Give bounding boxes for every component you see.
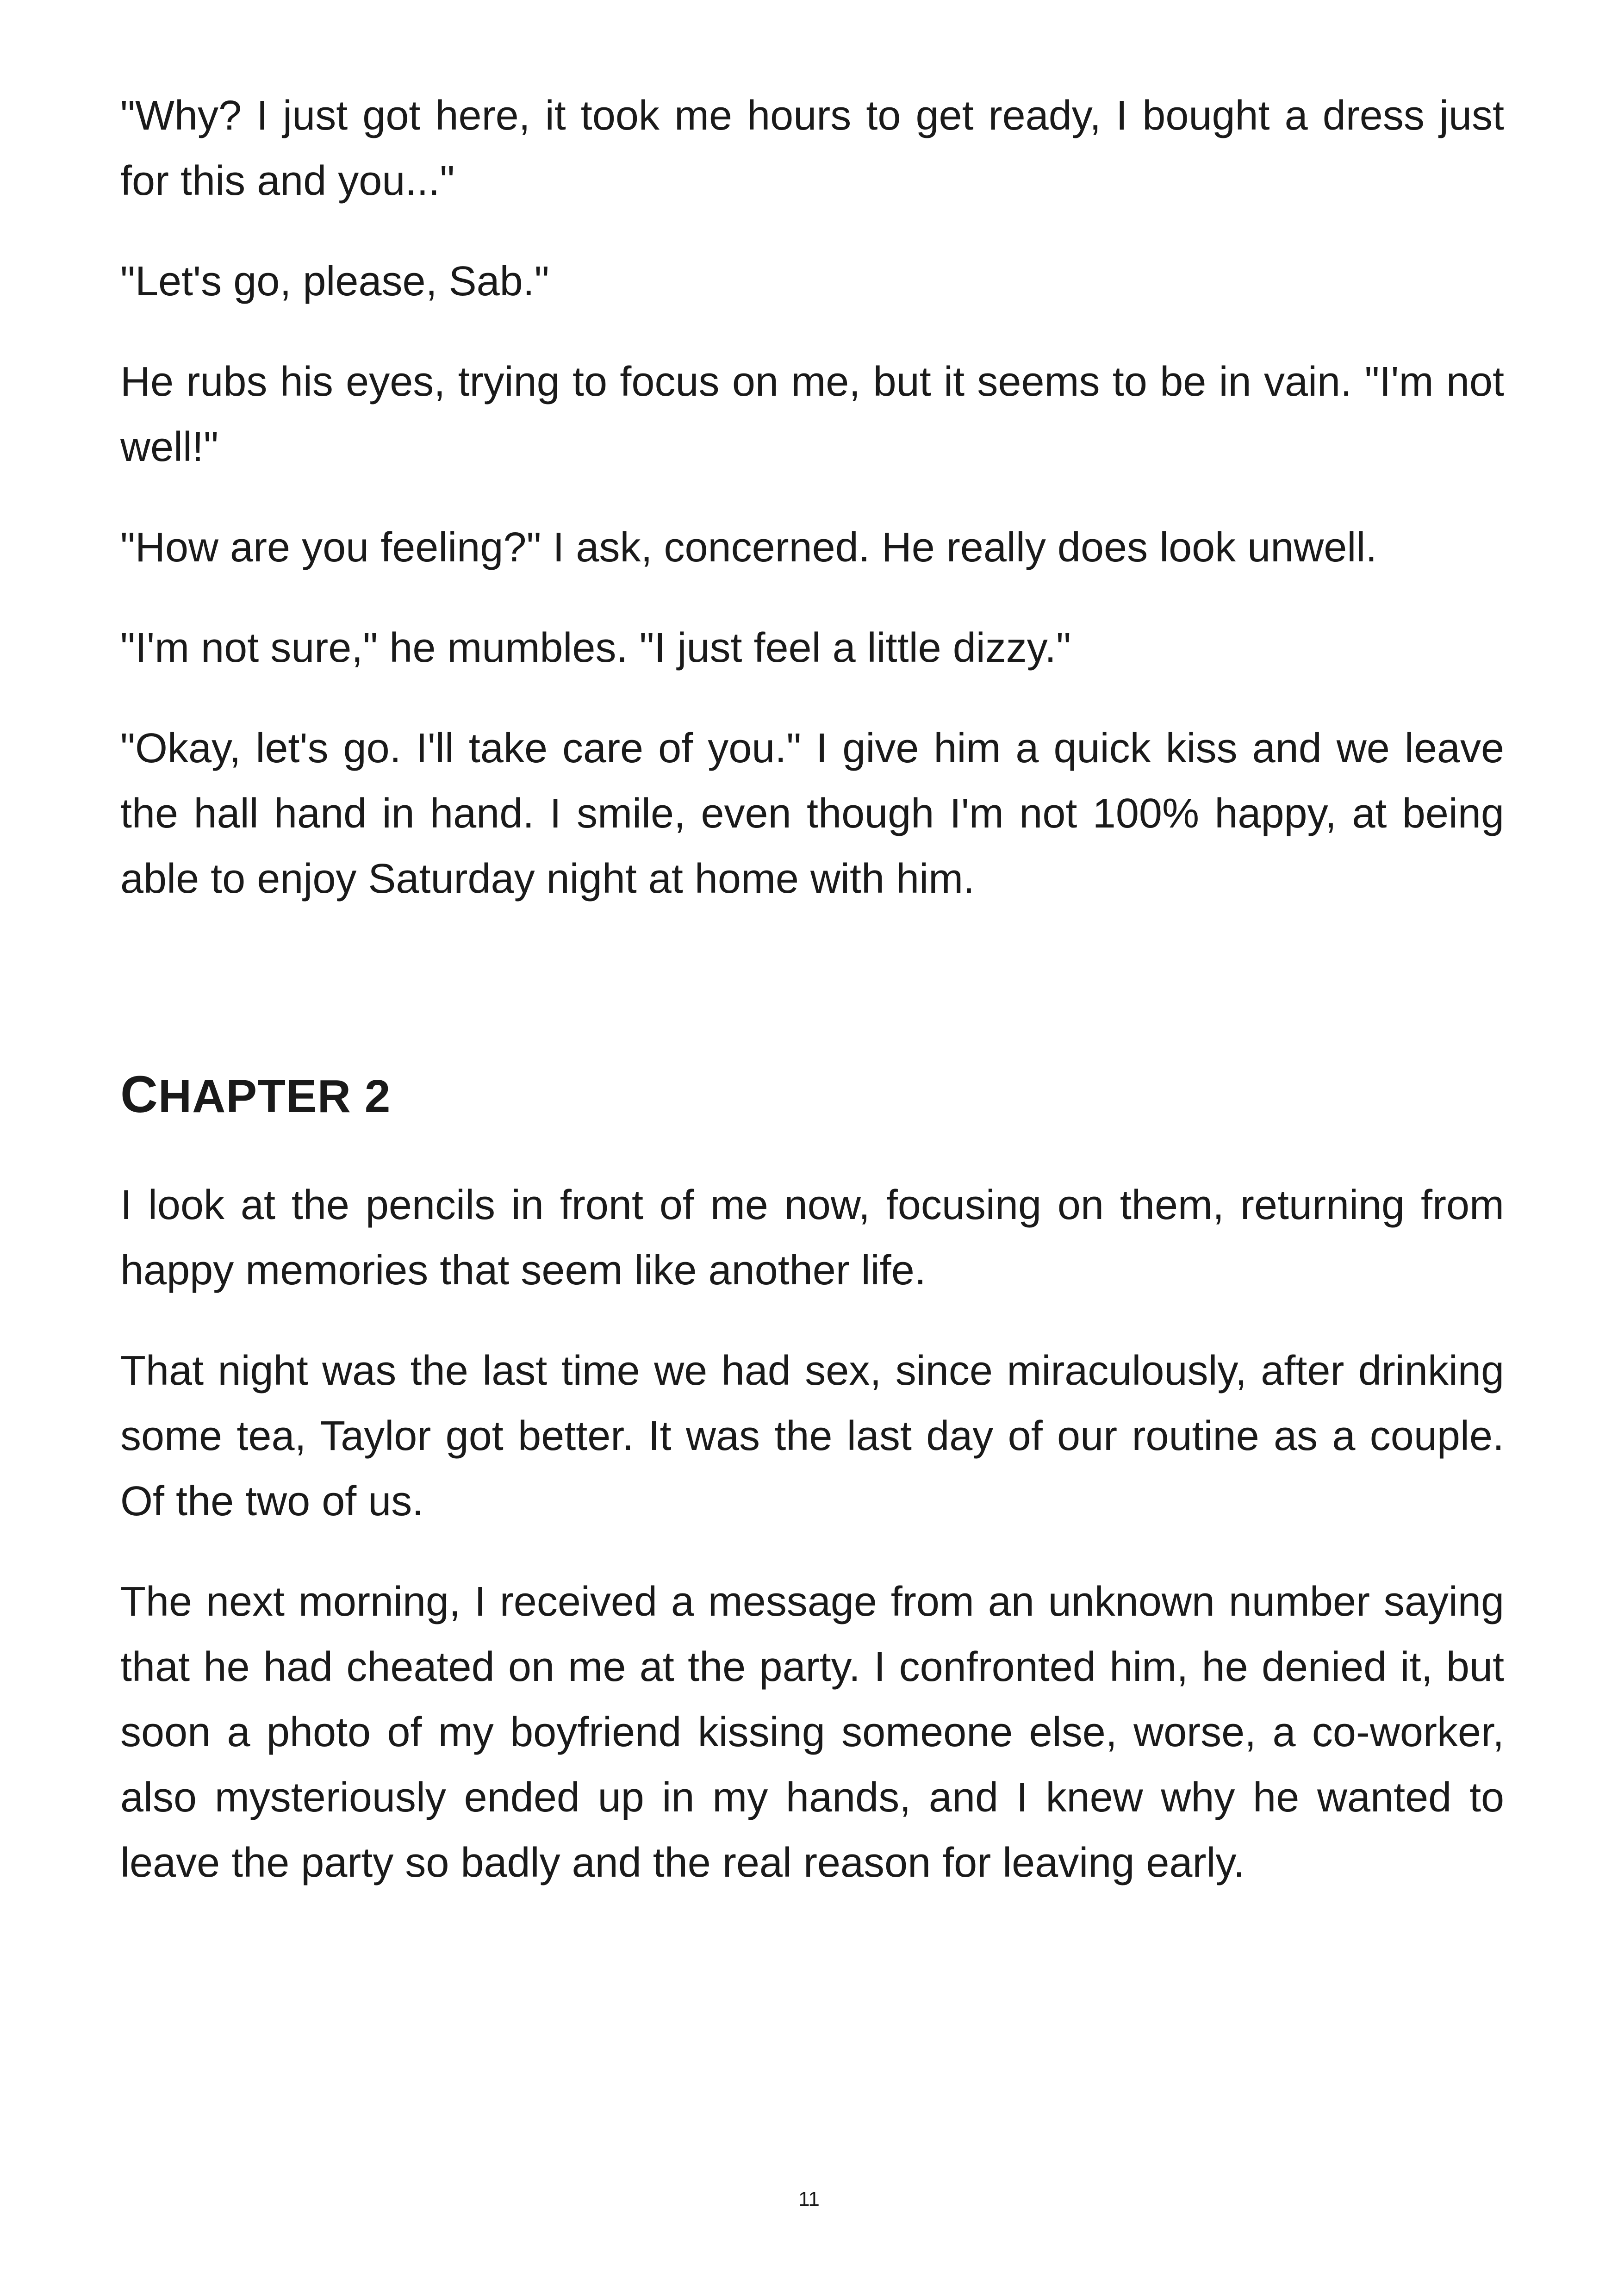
chapter-title: [120, 1064, 1504, 1126]
page-number: 11: [798, 2188, 820, 2210]
paragraph: "Let's go, please, Sab.": [120, 258, 549, 305]
paragraph: "How are you feeling?" I ask, concerned. He really does look unwell.: [120, 524, 1377, 571]
paragraph: I look at the pencils in front of me now, focusing on them, returning from happy memories that seem like another life.: [120, 1182, 1504, 1294]
paragraph: He rubs his eyes, trying to focus on me, but it seems to be in vain. "I'm not well!": [120, 359, 1504, 470]
paragraph: The next morning, I received a message from an unknown number saying that he had cheated on me at the party. I confronted him, he denied it, but soon a photo of my boyfriend kissing someone else, worse, a co-worker, also mysteriously ended up in my hands, and I knew why he wanted to leave the party so badly and the real reason for leaving early.: [120, 1579, 1504, 1886]
paragraph: "Why? I just got here, it took me hours to get ready, I bought a dress just for this and you...": [120, 93, 1504, 204]
chapter-heading: [120, 1064, 1504, 1126]
chapter-title-rest: HAPTER 2: [158, 1070, 391, 1122]
paragraph: "I'm not sure," he mumbles. "I just feel a little dizzy.": [120, 625, 1071, 671]
chapter-title-initial: C: [120, 1065, 158, 1123]
paragraph: "Okay, let's go. I'll take care of you." I give him a quick kiss and we leave the hall hand in hand. I smile, even though I'm not 100% happy, at being able to enjoy Saturday night at home with him.: [120, 725, 1504, 902]
book-page: [120, 83, 1504, 1931]
paragraph: That night was the last time we had sex, since miraculously, after drinking some tea, Taylor got better. It was the last day of our routine as a couple. Of the two of us.: [120, 1348, 1504, 1524]
